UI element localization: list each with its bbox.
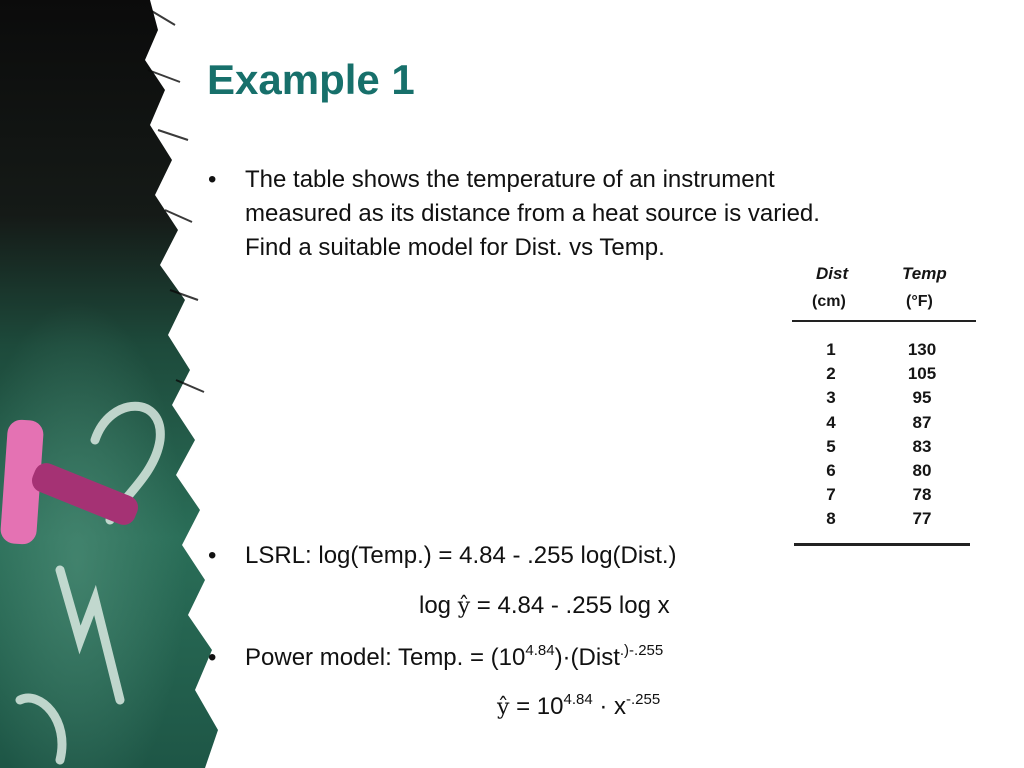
table-cell-dist: 6 bbox=[826, 460, 836, 480]
table-cell-dist: 3 bbox=[826, 388, 836, 408]
equation-exponent-2: -.255 bbox=[626, 691, 661, 708]
bullet-1-line-1: The table shows the temperature of an instrument bbox=[245, 166, 775, 193]
bullet-marker: • bbox=[208, 644, 217, 671]
equation-exponent: 4.84 bbox=[563, 691, 593, 708]
bullet-3-text bbox=[245, 641, 663, 675]
equation-prefix: = 10 bbox=[509, 693, 564, 720]
table-cell-dist: 2 bbox=[826, 364, 836, 384]
table-header-temp: Temp bbox=[902, 264, 947, 283]
table-column-dist bbox=[822, 338, 840, 532]
equation-rest: = 4.84 - .255 log x bbox=[470, 592, 670, 619]
table-header-dist: Dist bbox=[816, 264, 849, 283]
bullet-2-equation bbox=[419, 589, 670, 624]
equation-middle: · x bbox=[592, 693, 627, 720]
bullet-3-equation bbox=[497, 690, 660, 725]
power-model-exponent-2: .)-.255 bbox=[619, 642, 664, 659]
table-cell-dist: 4 bbox=[826, 412, 836, 432]
chalkboard-decoration bbox=[0, 0, 240, 768]
table-cell-temp: 130 bbox=[907, 340, 937, 359]
table-cell-temp: 87 bbox=[912, 412, 932, 432]
y-hat-symbol: ŷ bbox=[457, 594, 471, 619]
y-hat-symbol: ŷ bbox=[497, 695, 510, 720]
table-cell-temp: 77 bbox=[912, 509, 932, 529]
table-unit-dist: (cm) bbox=[812, 293, 846, 310]
table-cell-dist: 8 bbox=[826, 509, 836, 529]
bullet-1-line-3: Find a suitable model for Dist. vs Temp. bbox=[245, 234, 665, 261]
bullet-1-text bbox=[245, 163, 820, 265]
bullet-2-text: LSRL: log(Temp.) = 4.84 - .255 log(Dist.) bbox=[245, 542, 677, 569]
bullet-1-line-2: measured as its distance from a heat source is varied. bbox=[245, 200, 820, 227]
bullet-marker: • bbox=[208, 542, 217, 569]
table-cell-temp: 83 bbox=[912, 436, 932, 456]
power-model-exponent: 4.84 bbox=[525, 642, 555, 659]
power-model-middle: )·(Dist bbox=[554, 644, 620, 671]
table-cell-temp: 95 bbox=[912, 388, 932, 408]
table-cell-dist: 1 bbox=[826, 340, 836, 359]
table-cell-temp: 78 bbox=[912, 485, 932, 505]
table-top-rule bbox=[792, 320, 976, 322]
table-cell-dist: 7 bbox=[826, 485, 836, 505]
equation-log-prefix: log bbox=[419, 592, 458, 619]
table-cell-temp: 105 bbox=[907, 364, 937, 384]
table-unit-temp: (°F) bbox=[906, 293, 933, 310]
table-column-temp bbox=[902, 338, 942, 532]
table-cell-temp: 80 bbox=[912, 460, 932, 480]
table-cell-dist: 5 bbox=[826, 436, 836, 456]
slide-title: Example 1 bbox=[207, 56, 415, 103]
bullet-marker: • bbox=[208, 166, 217, 193]
table-bottom-rule bbox=[794, 543, 970, 546]
power-model-prefix: Power model: Temp. = (10 bbox=[245, 644, 526, 671]
